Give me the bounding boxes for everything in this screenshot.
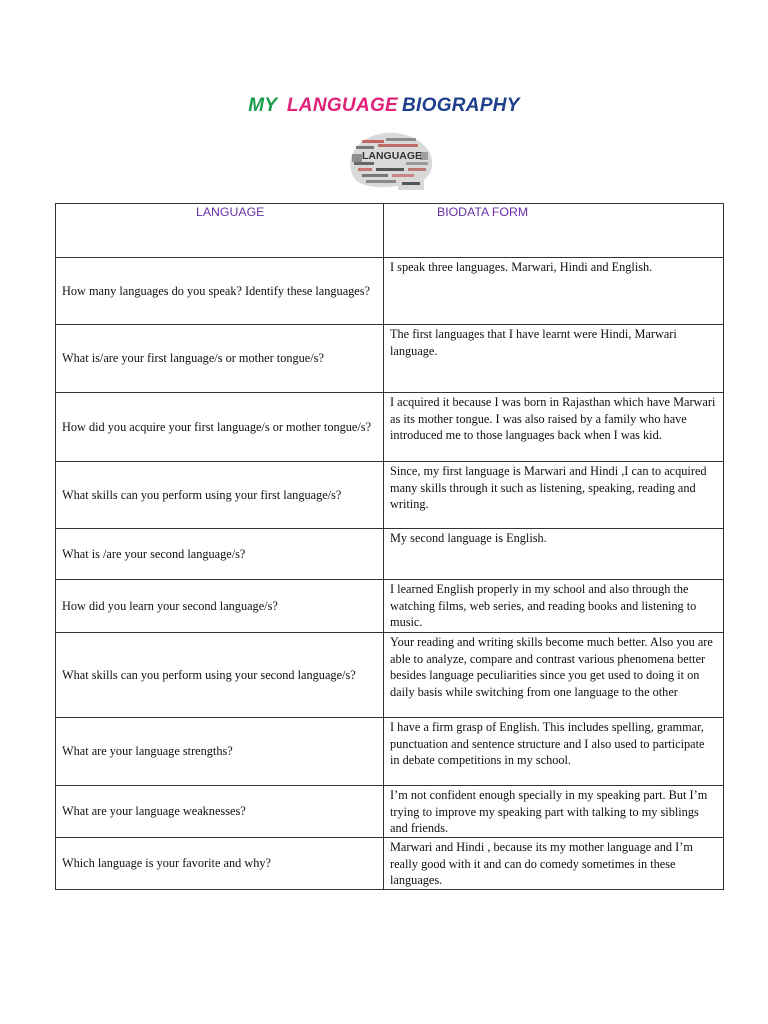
answer-text: Your reading and writing skills become much better. Also you are able to analyze, compare and contrast various phenomena better besides language peculiarities since you get used to doing it on daily basis while switching from one language to the other bbox=[390, 635, 713, 699]
question-cell: How many languages do you speak? Identify these languages? bbox=[56, 258, 384, 325]
answer-cell: Since, my first language is Marwari and Hindi ,I can to acquired many skills through it such as listening, speaking, reading and writing. bbox=[384, 462, 724, 529]
question-cell: How did you acquire your first language/s or mother tongue/s? bbox=[56, 393, 384, 462]
answer-cell: The first languages that I have learnt were Hindi, Marwari language. bbox=[384, 325, 724, 393]
header-biodata-form: BIODATA FORM bbox=[384, 204, 724, 258]
table-row bbox=[56, 633, 724, 718]
word-cloud-head-icon bbox=[344, 130, 440, 192]
table-row bbox=[56, 325, 724, 393]
question-cell: What are your language strengths? bbox=[56, 718, 384, 786]
answer-cell: My second language is English. bbox=[384, 529, 724, 580]
question-cell: Which language is your favorite and why? bbox=[56, 838, 384, 890]
question-cell: What skills can you perform using your first language/s? bbox=[56, 462, 384, 529]
answer-text: Marwari and Hindi , because its my mother language and I’m really good with it and can do comedy sometimes in these languages. bbox=[390, 840, 693, 887]
answer-text: I learned English properly in my school and also through the watching films, web series, and reading books and listening to music. bbox=[390, 582, 697, 629]
answer-cell bbox=[384, 718, 724, 786]
answer-text: I’m not confident enough specially in my speaking part. But I’m trying to improve my speaking part with talking to my siblings and friends. bbox=[390, 788, 708, 835]
biodata-table bbox=[55, 203, 724, 890]
answer-cell: I speak three languages. Marwari, Hindi and English. bbox=[384, 258, 724, 325]
title-word-biography: BIOGRAPHY bbox=[402, 95, 520, 116]
title-word-my: MY bbox=[248, 95, 278, 116]
question-cell: What is /are your second language/s? bbox=[56, 529, 384, 580]
answer-text: I acquired it because I was born in Rajasthan which have Marwari as its mother tongue. I was also raised by a family who have introduced me to those languages back when I was kid. bbox=[390, 395, 716, 442]
table-row bbox=[56, 786, 724, 838]
page-title bbox=[0, 95, 768, 117]
table-row bbox=[56, 462, 724, 529]
question-cell: What skills can you perform using your second language/s? bbox=[56, 633, 384, 718]
answer-cell bbox=[384, 838, 724, 890]
question-cell: What are your language weaknesses? bbox=[56, 786, 384, 838]
question-cell: What is/are your first language/s or mother tongue/s? bbox=[56, 325, 384, 393]
answer-cell bbox=[384, 633, 724, 718]
question-cell: How did you learn your second language/s? bbox=[56, 580, 384, 633]
table-row bbox=[56, 838, 724, 890]
title-word-language: LANGUAGE bbox=[286, 95, 399, 116]
table-row bbox=[56, 393, 724, 462]
answer-cell bbox=[384, 393, 724, 462]
table-row bbox=[56, 529, 724, 580]
table-row bbox=[56, 718, 724, 786]
table-row bbox=[56, 258, 724, 325]
logo-word: LANGUAGE bbox=[361, 150, 423, 162]
table-header-row bbox=[56, 204, 724, 258]
header-language: LANGUAGE bbox=[56, 204, 384, 258]
answer-cell bbox=[384, 580, 724, 633]
answer-text: I have a firm grasp of English. This includes spelling, grammar, punctuation and sentence structure and I also used to participate in debate competitions in my school. bbox=[390, 720, 705, 767]
answer-cell bbox=[384, 786, 724, 838]
table-row bbox=[56, 580, 724, 633]
